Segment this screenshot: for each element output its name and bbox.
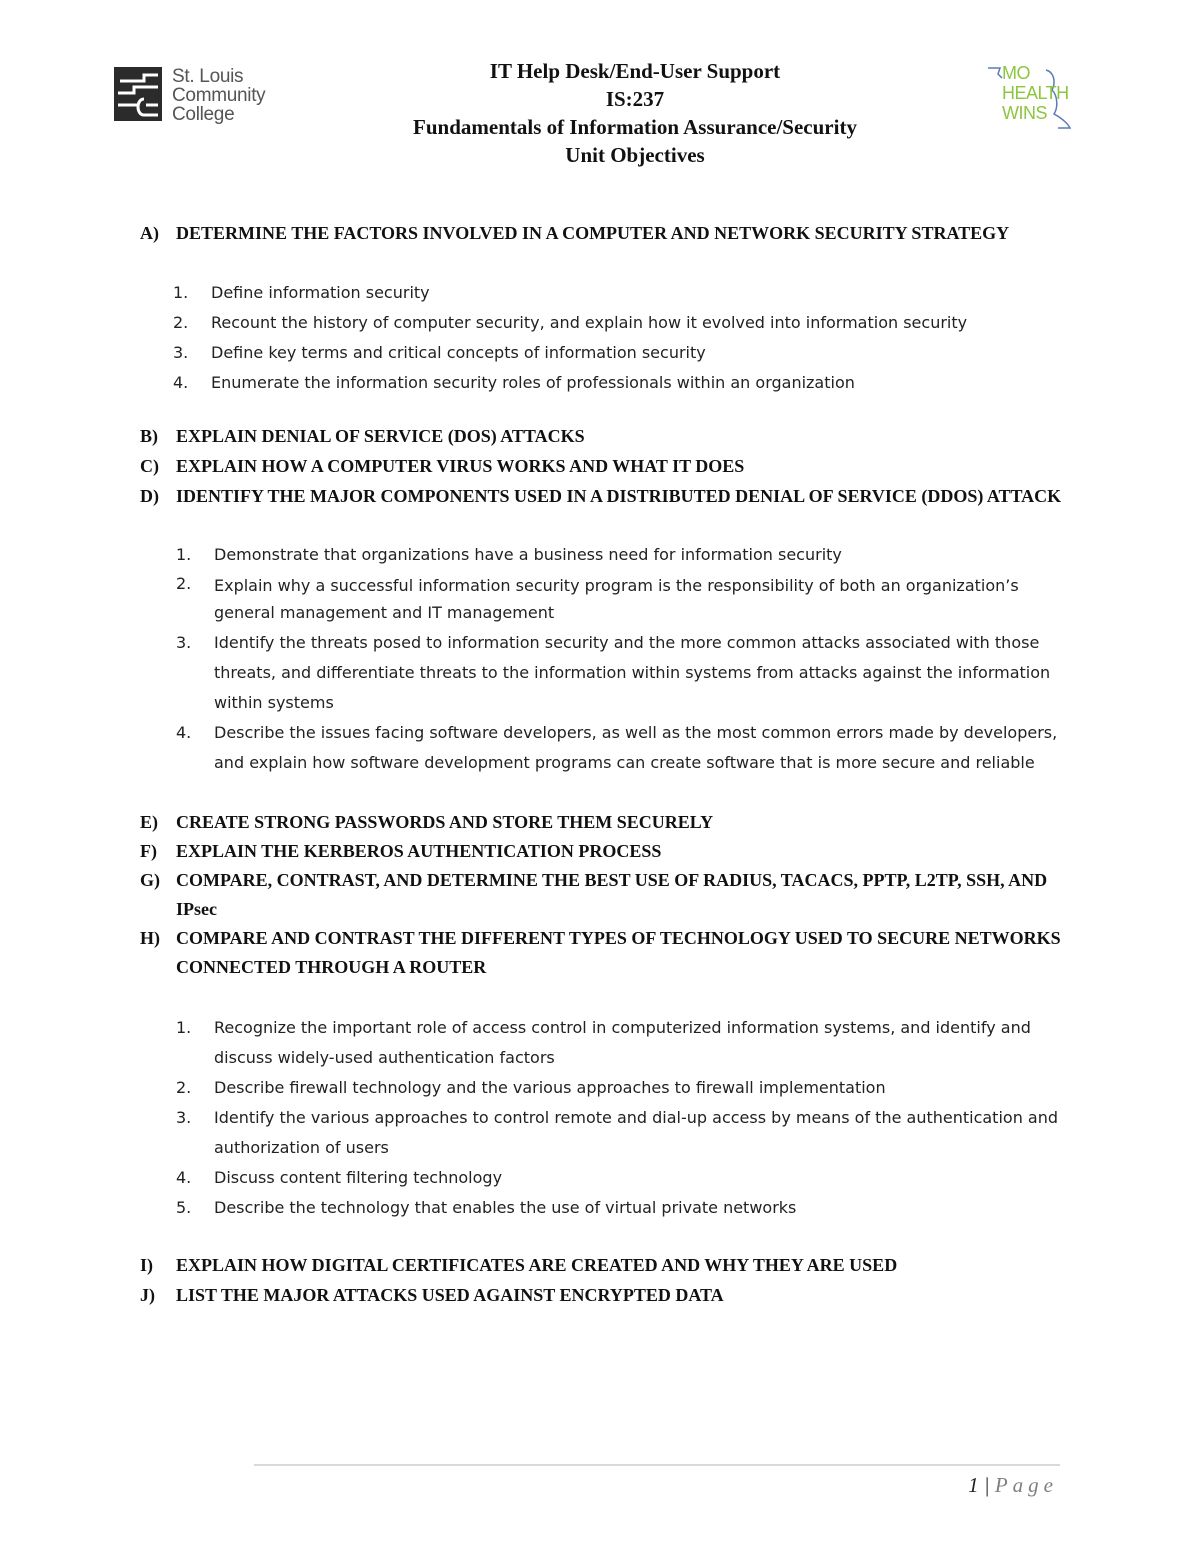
item-text: Recount the history of computer security, and explain how it evolved into information security — [211, 313, 968, 332]
page-separator: | — [983, 1473, 990, 1497]
section-d-heading — [140, 482, 1070, 511]
list-item — [176, 1073, 1070, 1103]
item-text: Explain why a successful information security program is the responsibility of both an organization’s general management and IT management — [214, 576, 1019, 622]
section-i-heading — [140, 1251, 1070, 1280]
item-text: Identify the various approaches to control remote and dial-up access by means of the authentication and authorization of users — [214, 1108, 1059, 1157]
document-title — [300, 57, 970, 169]
item-number: 1. — [173, 283, 189, 302]
mo-logo-line-1: MO — [1002, 63, 1030, 83]
section-letter: G) — [140, 870, 160, 890]
college-logo-line-3: College — [172, 104, 235, 125]
list-item — [173, 338, 1070, 368]
section-letter: A) — [140, 223, 159, 243]
section-e-heading — [140, 808, 1070, 837]
section-heading-text: EXPLAIN HOW A COMPUTER VIRUS WORKS AND WHAT IT DOES — [176, 456, 745, 476]
section-letter: E) — [140, 812, 158, 832]
section-heading-text: LIST THE MAJOR ATTACKS USED AGAINST ENCRYPTED DATA — [176, 1285, 724, 1305]
title-line-unit: Unit Objectives — [565, 143, 705, 167]
mo-logo-line-2: HEALTH — [1002, 83, 1069, 103]
page-number: 1 — [968, 1473, 979, 1497]
college-logo-text — [172, 67, 265, 124]
list-item — [173, 368, 1070, 398]
section-a-heading — [140, 219, 1070, 248]
section-letter: F) — [140, 841, 157, 861]
section-letter: C) — [140, 456, 159, 476]
item-number: 2. — [176, 574, 192, 593]
page-label: Page — [994, 1473, 1058, 1497]
list-item — [176, 1013, 1070, 1073]
section-heading-text: COMPARE, CONTRAST, AND DETERMINE THE BEST USE OF RADIUS, TACACS, PPTP, L2TP, SSH, AND IPsec — [176, 870, 1048, 919]
page-footer — [968, 1473, 1058, 1498]
section-heading-text: EXPLAIN THE KERBEROS AUTHENTICATION PROCESS — [176, 841, 662, 861]
section-heading-text: EXPLAIN HOW DIGITAL CERTIFICATES ARE CREATED AND WHY THEY ARE USED — [176, 1255, 898, 1275]
list-item — [176, 1163, 1070, 1193]
section-h-items — [140, 1013, 1070, 1223]
section-j-heading — [140, 1281, 1070, 1310]
section-d-items — [140, 540, 1070, 778]
section-letter: J) — [140, 1285, 155, 1305]
item-text: Define key terms and critical concepts of information security — [211, 343, 706, 362]
section-h-heading — [140, 924, 1070, 982]
section-f-heading — [140, 837, 1070, 866]
list-item — [173, 278, 1070, 308]
item-text: Describe the issues facing software developers, as well as the most common errors made by developers, and explain how software development programs can create software that is more secure and reliable — [214, 723, 1058, 772]
section-c-heading — [140, 452, 1070, 481]
title-line-course: IT Help Desk/End-User Support — [489, 59, 781, 83]
item-text: Enumerate the information security roles of professionals within an organization — [211, 373, 855, 392]
section-heading-text: COMPARE AND CONTRAST THE DIFFERENT TYPES OF TECHNOLOGY USED TO SECURE NETWORKS CONNECTED THROUGH A ROUTER — [176, 928, 1061, 977]
list-item — [176, 1103, 1070, 1163]
item-text: Discuss content filtering technology — [214, 1168, 503, 1187]
title-line-subject: Fundamentals of Information Assurance/Security — [413, 115, 857, 139]
item-number: 2. — [176, 1078, 192, 1097]
item-number: 1. — [176, 545, 192, 564]
section-letter: B) — [140, 426, 158, 446]
item-number: 1. — [176, 1018, 192, 1037]
objectives-list — [140, 219, 1070, 1310]
section-heading-text: CREATE STRONG PASSWORDS AND STORE THEM SECURELY — [176, 812, 714, 832]
title-line-code: IS:237 — [605, 87, 665, 111]
item-number: 4. — [176, 723, 192, 742]
item-number: 4. — [176, 1168, 192, 1187]
section-a-items — [140, 278, 1070, 398]
item-text: Describe firewall technology and the various approaches to firewall implementation — [214, 1078, 886, 1097]
college-logo-line-1: St. Louis — [172, 66, 244, 87]
mo-health-wins-logo — [984, 60, 1080, 132]
section-heading-text: IDENTIFY THE MAJOR COMPONENTS USED IN A DISTRIBUTED DENIAL OF SERVICE (DDOS) ATTACK — [176, 486, 1062, 506]
mo-logo-line-3: WINS — [1002, 103, 1047, 123]
item-text: Demonstrate that organizations have a business need for information security — [214, 545, 842, 564]
list-item — [176, 570, 1070, 628]
college-logo-line-2: Community — [172, 85, 266, 106]
footer-divider — [254, 1464, 1060, 1466]
section-letter: D) — [140, 486, 159, 506]
section-letter: I) — [140, 1255, 153, 1275]
item-number: 5. — [176, 1198, 192, 1217]
list-item — [176, 718, 1070, 778]
college-logo-mark-icon — [114, 67, 162, 121]
item-text: Describe the technology that enables the use of virtual private networks — [214, 1198, 797, 1217]
item-number: 2. — [173, 313, 189, 332]
item-number: 3. — [176, 1108, 192, 1127]
item-number: 3. — [173, 343, 189, 362]
list-item — [176, 1193, 1070, 1223]
section-b-heading — [140, 422, 1070, 451]
section-letter: H) — [140, 928, 160, 948]
item-text: Recognize the important role of access control in computerized information systems, and identify and discuss widely-used authentication factors — [214, 1018, 1031, 1067]
item-number: 3. — [176, 633, 192, 652]
list-item — [173, 308, 1070, 338]
college-logo — [114, 67, 284, 125]
item-text: Define information security — [211, 283, 430, 302]
section-g-heading — [140, 866, 1070, 924]
section-heading-text: EXPLAIN DENIAL OF SERVICE (DOS) ATTACKS — [176, 426, 585, 446]
item-text: Identify the threats posed to information security and the more common attacks associated with those threats, and differentiate threats to the information within systems from attacks against the information within systems — [214, 633, 1051, 712]
item-number: 4. — [173, 373, 189, 392]
section-heading-text: DETERMINE THE FACTORS INVOLVED IN A COMPUTER AND NETWORK SECURITY STRATEGY — [176, 223, 1010, 243]
list-item — [176, 628, 1070, 718]
list-item — [176, 540, 1070, 570]
